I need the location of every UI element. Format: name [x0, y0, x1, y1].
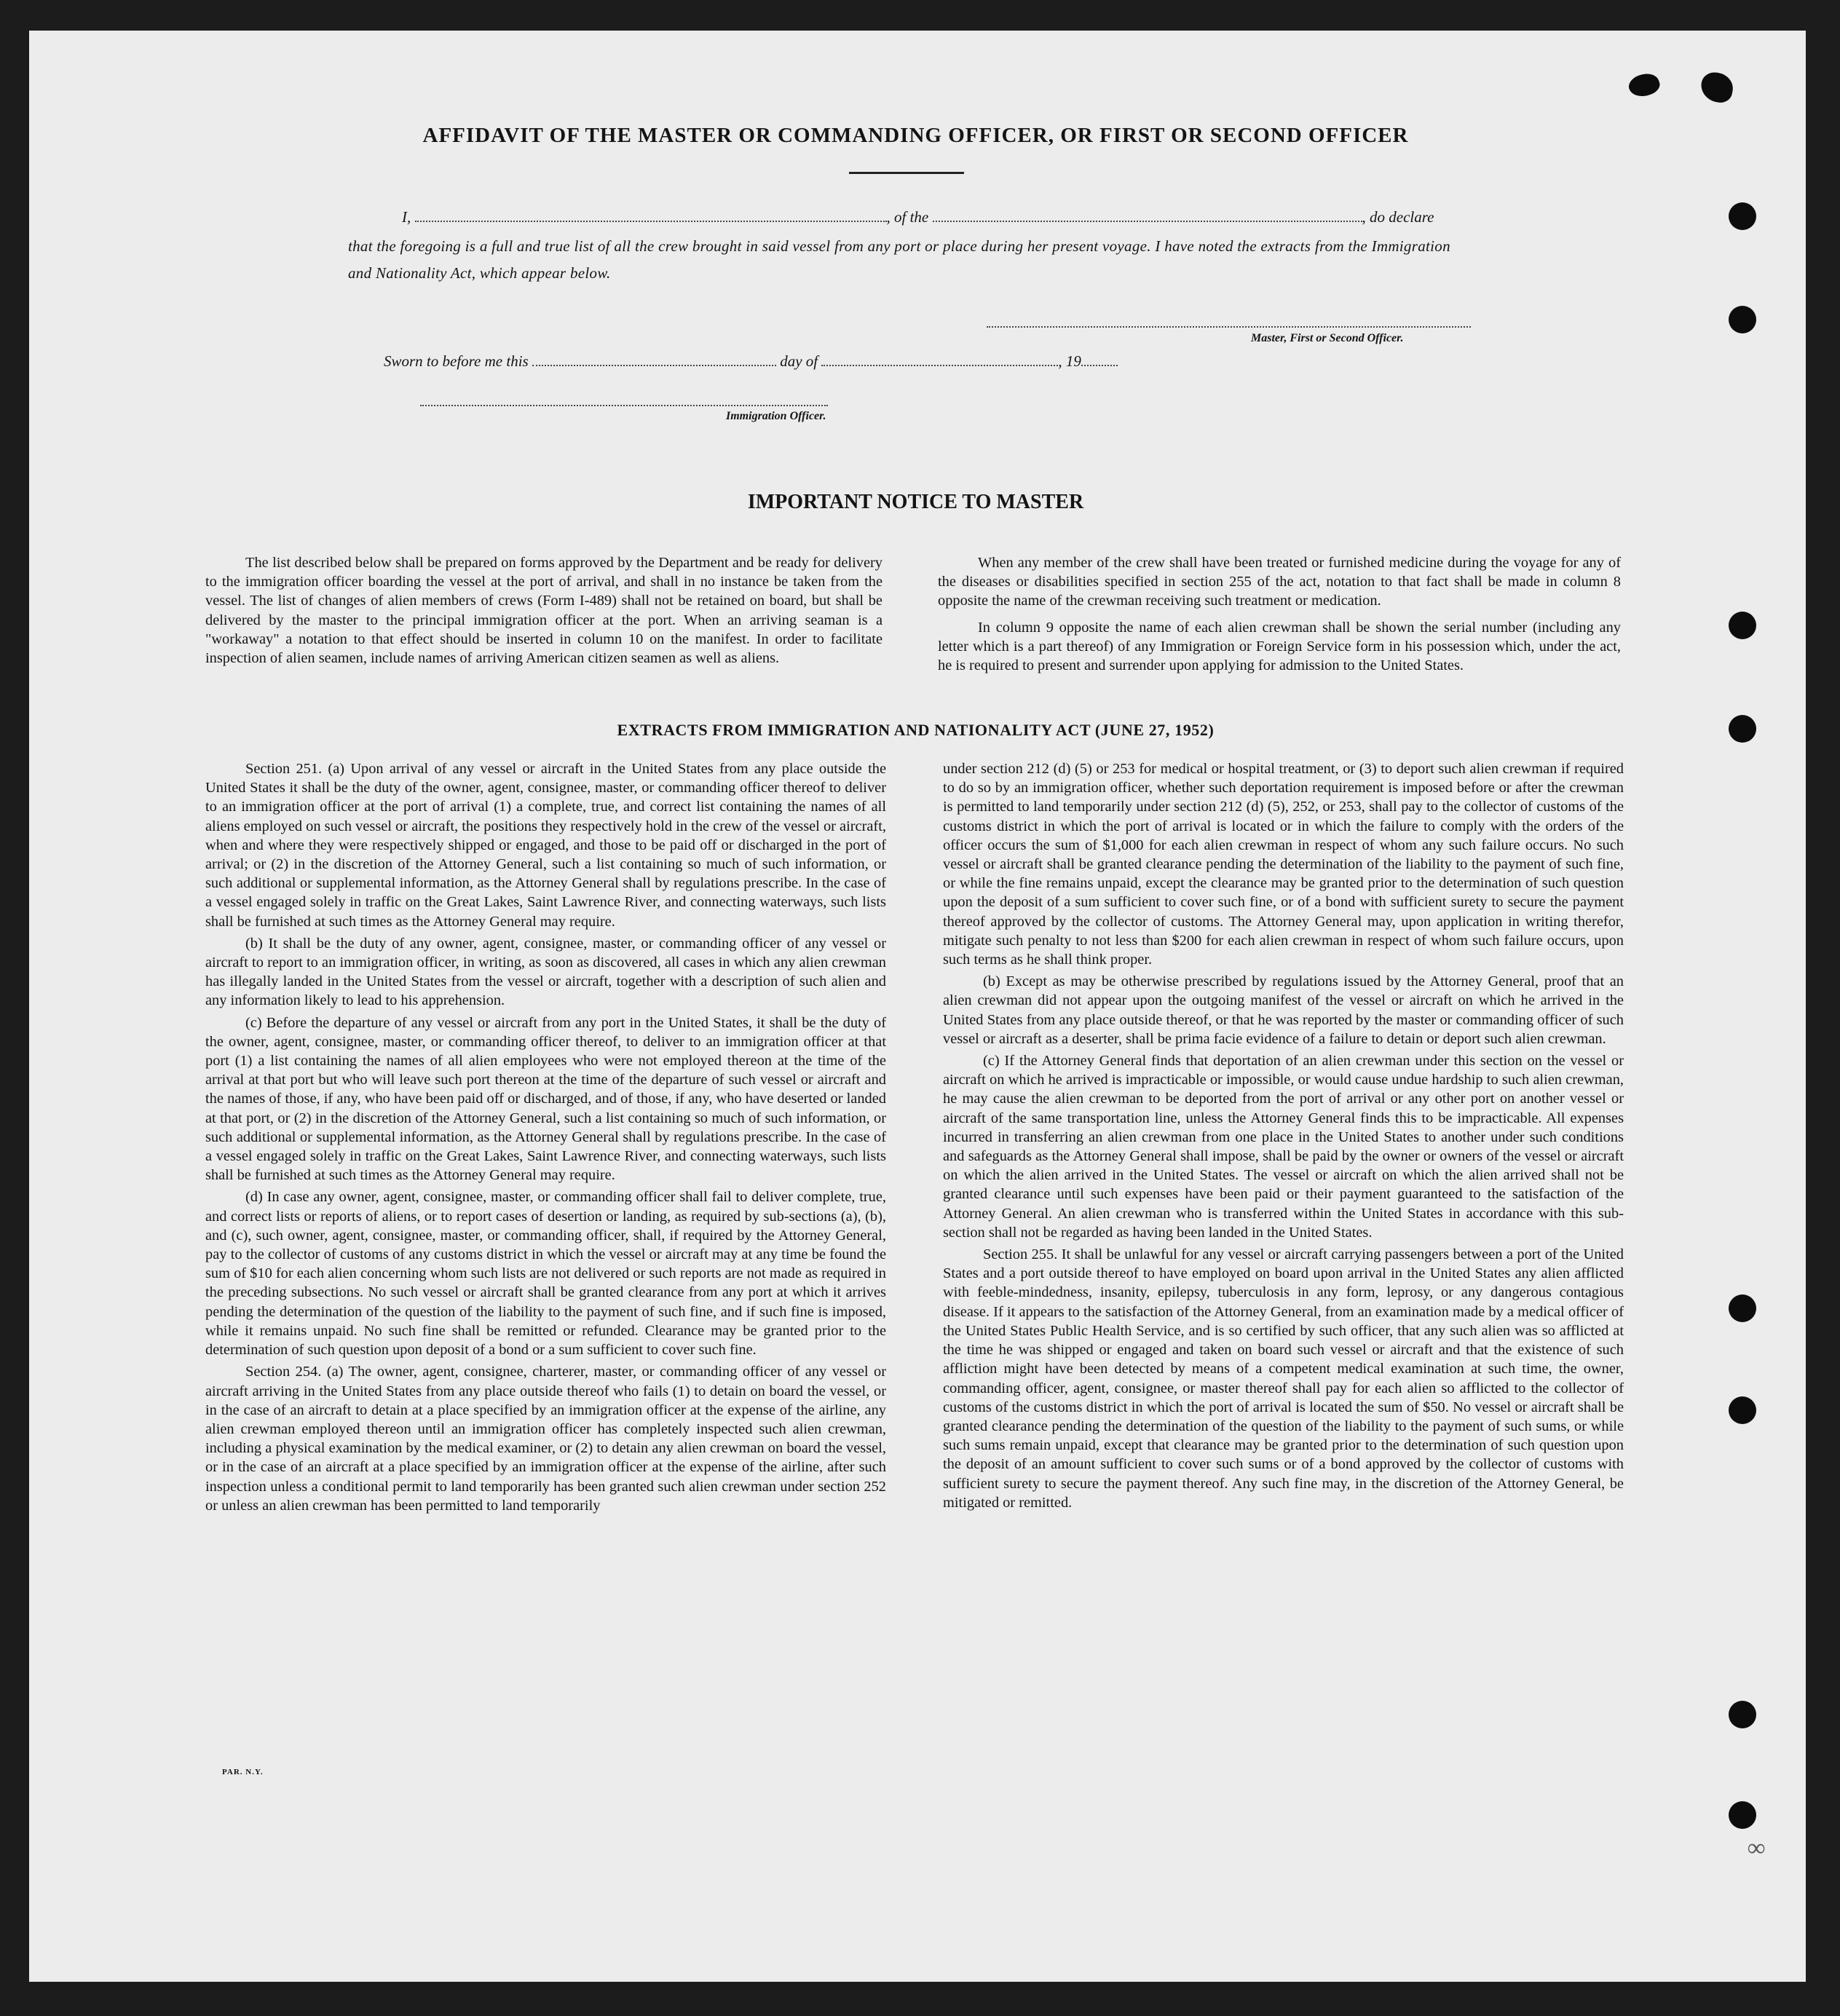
punch-hole	[1729, 202, 1756, 230]
declarant-name-field[interactable]	[415, 220, 887, 222]
act-paragraph: (d) In case any owner, agent, consignee, master, or commanding officer shall fail to deliver complete, true, and correct lists or reports of aliens, or to report cases of desertion or landing, as required by sub-sections (a), (b), and (c), such owner, agent, consignee, master, or commanding officer, shall, if required by the Attorney General, pay to the collector of customs of any customs district in which the vessel or aircraft may at any time be found the sum of $10 for each alien concerning whom such lists are not delivered or such reports are not made as required in the preceding subsections. No such vessel or aircraft shall be granted clearance from any port at which it arrives pending the determination of the question of the liability to the payment of such fine, and if such fine is imposed, while it remains unpaid. No such fine shall be remitted or refunded. Clearance may be granted prior to the determination of such question upon deposit of a bond or a sum sufficient to cover such fine.	[205, 1189, 886, 1359]
year-label: , 19	[1058, 352, 1081, 370]
act-paragraph: (c) If the Attorney General finds that deportation of an alien crewman under this section on the vessel or aircraft on which he arrived is impracticable or impossible, or would cause undue hardship to such alien crewman, he may cause the alien crewman to be deported from the port of arrival or any other port on another vessel or aircraft of the same transportation line, unless the Attorney General finds this to be impracticable. All expenses incurred in transferring an alien crewman from one place in the United States to another under such conditions and safeguards as the Attorney General shall impose, shall be paid by the owner or owners of the vessel or aircraft on which the alien arrived in the United States. The vessel or aircraft on which the alien arrived shall not be granted clearance until such expenses have been paid or their payment guaranteed to the satisfaction of the Attorney General. An alien crewman who is transferred within the United States in accordance with this sub-section shall not be regarded as having been landed in the United States.	[943, 1053, 1624, 1241]
sworn-year-field[interactable]	[1081, 364, 1118, 366]
act-paragraph: Section 254. (a) The owner, agent, consignee, charterer, master, or commanding officer of any vessel or aircraft arriving in the United States from any place outside thereof who fails (1) to detain on board the vessel, or in the case of an aircraft to detain at a place specified by an immigration officer at the expense of the airline, any alien crewman employed thereon until an immigration officer has completely inspected such alien crewman, including a physical examination by the medical examiner, or (2) to detain any alien crewman on board the vessel, or in the case of an aircraft at a place specified by an immigration officer at the expense of the airline, after such inspection unless a conditional permit to land temporarily has been granted such alien crewman under section 252 or unless an alien crewman has been permitted to land temporarily	[205, 1364, 886, 1514]
day-of-label: day of	[780, 352, 818, 370]
master-signature-label: Master, First or Second Officer.	[1251, 332, 1404, 344]
act-paragraph: under section 212 (d) (5) or 253 for medical or hospital treatment, or (3) to deport such alien crewman if required to do so by an immigration officer, whether such deportation requirement is imposed before or after the crewman is permitted to land temporarily under section 212 (d) (5), 252, or 253, shall pay to the collector of customs of the customs district in which the port of arrival is located or in which the failure to comply with the orders of the officer occurs the sum of $1,000 for each alien crewman in respect of whom any such failure occurs. No such vessel or aircraft shall be granted clearance pending the determination of the liability to the payment of such fine, or while the fine remains unpaid, except the clearance may be granted prior to the determination of such question upon the deposit of a sum sufficient to cover such fine, or of a bond with sufficient surety to secure the payment thereof approved by the collector of customs. The Attorney General may, upon application in writing therefor, mitigate such penalty to not less than $200 for each alien crewman in respect of whom such failure occurs, upon such terms as he shall think proper.	[943, 761, 1624, 968]
punch-hole	[1729, 1701, 1756, 1728]
punch-hole	[1729, 715, 1756, 743]
act-paragraph: (c) Before the departure of any vessel or aircraft from any port in the United States, it shall be the duty of the owner, agent, consignee, master, or commanding officer thereof, to deliver to an immigration officer at that port (1) a list containing the names of all alien employees who were not employed thereon at the time of the arrival at that port but who will leave such port thereon at the time of the departure of such vessel or aircraft and the names of those, if any, who have been paid off or discharged, and of those, if any, who have deserted or landed at that port, or (2) in the discretion of the Attorney General, such a list containing so much of such information, or such additional or supplemental information, as the Attorney General shall by regulations prescribe. In the case of a vessel engaged solely in traffic on the Great Lakes, Saint Lawrence River, and connecting waterways, such lists shall be furnished at such times as the Attorney General may require.	[205, 1014, 886, 1184]
act-paragraph: (b) It shall be the duty of any owner, agent, consignee, master, or commanding officer of any vessel or aircraft to report to an immigration officer, in writing, as soon as discovered, all cases in which any alien crewman has illegally landed in the United States from the vessel or aircraft, together with a description of such alien and any information likely to lead to his apprehension.	[205, 935, 886, 1009]
declarant-i-label: I,	[402, 208, 411, 226]
notice-paragraph: In column 9 opposite the name of each alien crewman shall be shown the serial number (including any letter which is a part thereof) of any Immigration or Foreign Service form in his possession which, under the act, he is required to present and surrender upon applying for admission to the United States.	[938, 619, 1621, 674]
punch-hole	[1729, 1801, 1756, 1829]
act-paragraph: (b) Except as may be otherwise prescribed by regulations issued by the Attorney General, proof that an alien crewman did not appear upon the outgoing manifest of the vessel or aircraft on which he arrived in the United States from any place outside thereof, or that he was reported by the master or commanding officer of such vessel or aircraft as a deserter, shall be prima facie evidence of a failure to detain or deport such alien crewman.	[943, 973, 1624, 1047]
officer-signature-field[interactable]	[420, 405, 828, 407]
punch-hole	[1729, 1294, 1756, 1322]
punch-hole	[1729, 306, 1756, 333]
notice-left-column	[205, 553, 883, 671]
do-declare-label: , do declare	[1362, 208, 1434, 226]
affidavit-statement: that the foregoing is a full and true list of all the crew brought in said vessel from any port or place during her present voyage. I have noted the extracts from the Immigration and Nationality Act, which appear below.	[348, 237, 1450, 282]
notice-right-column	[938, 553, 1621, 678]
master-signature-field[interactable]	[987, 326, 1471, 328]
printer-mark: PAR. N.Y.	[222, 1768, 264, 1776]
sworn-label: Sworn to before me this	[384, 352, 529, 370]
declarant-line	[402, 208, 1434, 226]
pencil-scribble-mark: ∞	[1748, 1835, 1766, 1862]
punch-hole	[1729, 1396, 1756, 1424]
extracts-title: EXTRACTS FROM IMMIGRATION AND NATIONALITY ACT (JUNE 27, 1952)	[617, 721, 1215, 739]
extracts-left-column	[205, 759, 886, 1518]
sworn-line	[384, 352, 1118, 371]
act-paragraph: Section 251. (a) Upon arrival of any vessel or aircraft in the United States from any place outside the United States it shall be the duty of the owner, agent, consignee, master, or commanding officer thereof to deliver to an immigration officer at the port of arrival (1) a complete, true, and correct list containing the names of all aliens employed on such vessel or aircraft, the positions they respectively hold in the crew of the vessel or aircraft, when and where they were respectively shipped or engaged, and those to be paid off or discharged in the port of arrival; or (2) in the discretion of the Attorney General, such a list containing so much of such information, or such additional or supplemental information, as the Attorney General shall by regulations prescribe. In the case of a vessel engaged solely in traffic on the Great Lakes, Saint Lawrence River, and connecting waterways, such lists shall be furnished at such times as the Attorney General may require.	[205, 761, 886, 930]
notice-paragraph: When any member of the crew shall have been treated or furnished medicine during the voyage for any of the diseases or disabilities specified in section 255 of the act, notation to that fact shall be made in column 8 opposite the name of the crewman receiving such treatment or medication.	[938, 555, 1621, 609]
sworn-month-field[interactable]	[821, 364, 1058, 366]
of-the-label: , of the	[886, 208, 929, 226]
act-paragraph: Section 255. It shall be unlawful for any vessel or aircraft carrying passengers between a port of the United States and a port outside thereof to have employed on board upon arrival in the United States any alien afflicted with feeble-mindedness, insanity, epilepsy, tuberculosis in any form, leprosy, or any dangerous contagious disease. If it appears to the satisfaction of the Attorney General, from an examination made by a medical officer of the United States Public Health Service, and is so certified by such officer, that any such alien was so afflicted at the time he was shipped or engaged and taken on board such vessel or aircraft and that the existence of such affliction might have been detected by means of a competent medical examination at such time, the owner, commanding officer, agent, consignee, or master thereof shall pay for each alien so afflicted to the collector of customs of the customs district in which the port of arrival is located the sum of $50. No vessel or aircraft shall be granted clearance pending the determination of the question of the liability to the payment of such sums, or while such sums remain unpaid, except that clearance may be granted prior to the determination of such question upon the deposit of an amount sufficient to cover such sums or of a bond approved by the collector of customs with sufficient surety to secure the payment thereof. Any such fine may, in the discretion of the Attorney General, be mitigated or remitted.	[943, 1246, 1624, 1511]
officer-signature-label: Immigration Officer.	[726, 410, 826, 422]
affidavit-title: AFFIDAVIT OF THE MASTER OR COMMANDING OFFICER, OR FIRST OR SECOND OFFICER	[422, 124, 1409, 147]
extracts-right-column	[943, 759, 1624, 1515]
sworn-day-field[interactable]	[532, 364, 776, 366]
title-underline	[849, 172, 964, 174]
notice-title: IMPORTANT NOTICE TO MASTER	[747, 491, 1084, 513]
vessel-name-field[interactable]	[933, 220, 1362, 222]
punch-hole	[1729, 612, 1756, 639]
notice-paragraph: The list described below shall be prepared on forms approved by the Department and be ready for delivery to the immigration officer boarding the vessel at the port of arrival, and shall in no instance be taken from the vessel. The list of changes of alien members of crews (Form I-489) shall not be retained on board, but shall be delivered by the master to the principal immigration officer at the port. When an arriving seaman is a "workaway" a notation to that effect should be inserted in column 10 on the manifest. In order to facilitate inspection of alien seamen, include names of arriving American citizen seamen as well as aliens.	[205, 555, 883, 667]
